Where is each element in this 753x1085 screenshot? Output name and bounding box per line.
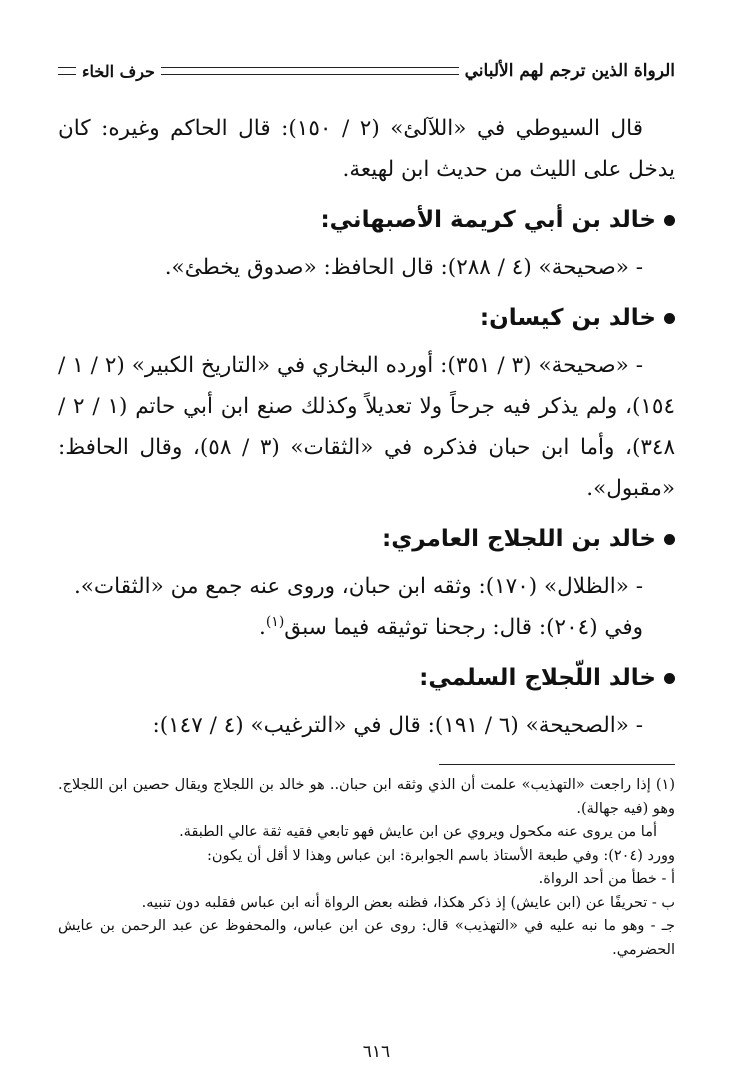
section-title: حرف الخاء — [82, 61, 155, 81]
footnote-line: أ - خطأ من أحد الرواة. — [538, 871, 675, 887]
entry-heading — [58, 298, 675, 339]
paragraph: - «صحيحة» (٣ / ٣٥١): أورده البخاري في «التاريخ الكبير» (٢ / ١ / ١٥٤)، ولم يذكر فيه جرحاً ولا تعديلاً وكذلك صنع ابن أبي حاتم (١ / ٢ / ٣٤٨)، وأما ابن حبان فذكره في «الثقات» (٣ / ٥٨)، وقال الحافظ: «مقبول». — [58, 353, 676, 501]
paragraph: قال السيوطي في «اللآلئ» (٢ / ١٥٠): قال الحاكم وغيره: كان يدخل على الليث من حديث ابن لهيعة. — [58, 116, 675, 182]
bullet-icon — [664, 215, 675, 226]
paragraph-with-footnote — [58, 607, 675, 648]
paragraph: - «الظلال» (١٧٠): وثقه ابن حبان، وروى عنه جمع من «الثقات». — [73, 574, 643, 599]
page-number: ٦١٦ — [362, 1042, 391, 1062]
entry-heading — [58, 200, 675, 241]
header-rule-end — [58, 67, 76, 75]
main-text — [58, 108, 675, 746]
footnotes — [58, 774, 675, 962]
book-title: الرواة الذين ترجم لهم الألباني — [464, 61, 675, 81]
running-header — [58, 56, 675, 86]
footnote-reference[interactable]: (١) — [265, 613, 285, 630]
footnote-line: ب - تحريفًا عن (ابن عايش) إذ ذكر هكذا، فظنه بعض الرواة أنه ابن عباس فقلبه دون تنبيه. — [141, 894, 675, 911]
bullet-icon — [664, 313, 675, 324]
entry-heading-text: خالد بن اللجلاج العامري: — [382, 526, 656, 552]
paragraph-tail: . — [258, 615, 266, 640]
footnote-line: أما من يروى عنه مكحول ويروي عن ابن عايش فهو تابعي فقيه ثقة عالي الطبقة. — [179, 824, 657, 840]
footnote-line: وورد (٢٠٤): وفي طبعة الأستاذ باسم الجوابرة: ابن عباس وهذا لا أقل أن يكون: — [207, 847, 675, 864]
footnote-separator — [439, 764, 675, 765]
entry-heading-text: خالد بن كيسان: — [479, 305, 656, 331]
entry-heading — [58, 658, 675, 699]
entry-heading-text: خالد اللّجلاج السلمي: — [419, 665, 656, 691]
paragraph: - «الصحيحة» (٦ / ١٩١): قال في «الترغيب» (٤ / ١٤٧): — [152, 713, 643, 738]
footnote-line: جـ - وهو ما نبه عليه في «التهذيب» قال: روى عن ابن عباس، والمحفوظ عن عبد الرحمن بن عايش الحضرمي. — [58, 918, 675, 958]
footnote: (١) إذا راجعت «التهذيب» علمت أن الذي وثقه ابن حبان.. هو خالد بن اللجلاج ويقال حصين ابن اللجلاج. وهو (فيه جهالة). — [58, 777, 675, 817]
entry-heading — [58, 519, 675, 560]
bullet-icon — [664, 673, 675, 684]
entry-heading-text: خالد بن أبي كريمة الأصبهاني: — [320, 207, 656, 233]
paragraph: - «صحيحة» (٤ / ٢٨٨): قال الحافظ: «صدوق يخطئ». — [164, 255, 643, 280]
header-rule — [161, 67, 459, 75]
paragraph-text: وفي (٢٠٤): قال: رجحنا توثيقه فيما سبق — [284, 615, 643, 640]
bullet-icon — [664, 534, 675, 545]
